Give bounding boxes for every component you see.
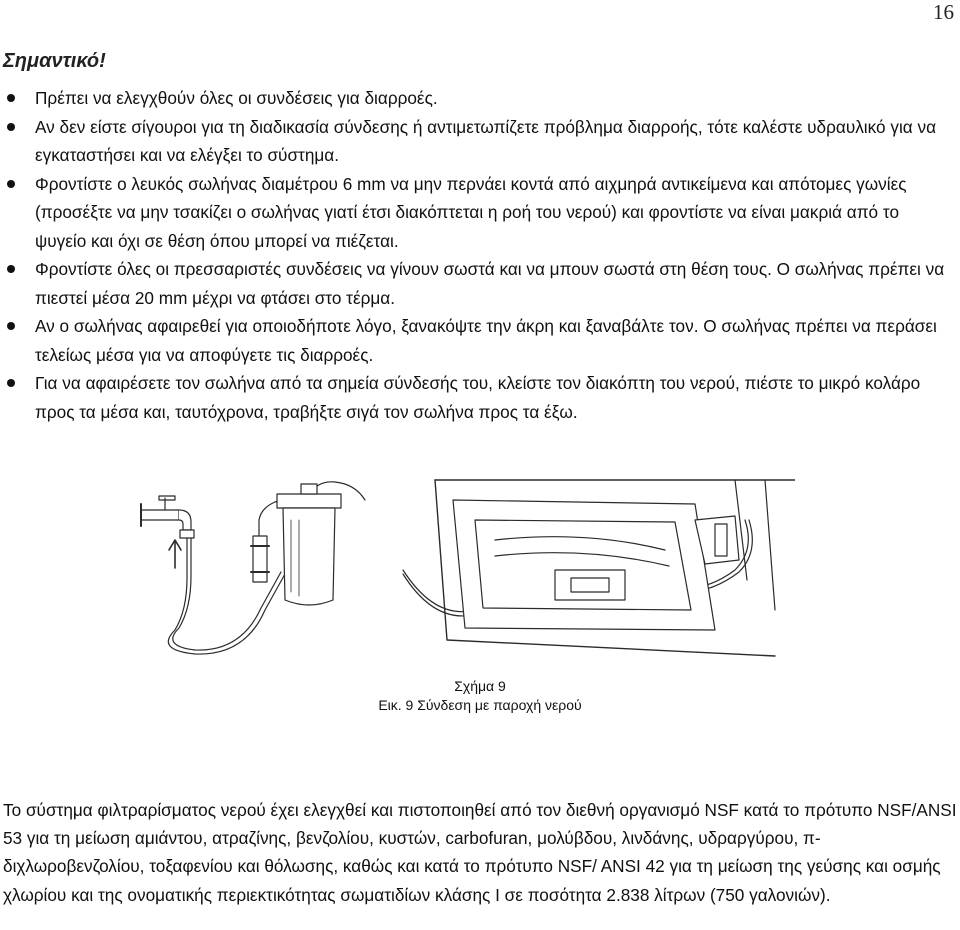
list-item: Αν ο σωλήνας αφαιρεθεί για οποιοδήποτε λόγο, ξανακόψτε την άκρη και ξαναβάλτε τον. Ο σωλήνας πρέπει να περάσει τελείως μέσα για να αποφύγετε τις διαρροές.: [6, 312, 951, 369]
warning-list: [6, 84, 951, 426]
flow-arrow-icon: [169, 540, 181, 568]
list-item: Αν δεν είστε σίγουροι για τη διαδικασία σύνδεσης ή αντιμετωπίζετε πρόβλημα διαρροής, τότε καλέστε υδραυλικό για να εγκαταστήσει και να ελέγξει το σύστημα.: [6, 113, 951, 170]
list-item: Φροντίστε ο λευκός σωλήνας διαμέτρου 6 mm να μην περνάει κοντά από αιχμηρά αντικείμενα και απότομες γωνίες (προσέξτε να μην τσακίζει ο σωλήνας γιατί έτσι διακόπτεται η ροή του νερού) και φροντίστε να είναι μακριά από το ψυγείο και όχι σε θέση όπου μπορεί να πιέζεται.: [6, 170, 951, 256]
list-item: Πρέπει να ελεγχθούν όλες οι συνδέσεις για διαρροές.: [6, 84, 951, 113]
important-heading: Σημαντικό!: [3, 50, 106, 72]
water-filter-icon: [277, 484, 341, 605]
page-number: 16: [933, 0, 954, 24]
list-item: Φροντίστε όλες οι πρεσσαριστές συνδέσεις να γίνουν σωστά και να μπουν σωστά στη θέση τους. Ο σωλήνας πρέπει να πιεστεί μέσα 20 mm μέχρι να φτάσει στο τέρμα.: [6, 255, 951, 312]
nsf-certification-paragraph: Το σύστημα φιλτραρίσματος νερού έχει ελεγχθεί και πιστοποιηθεί από τον διεθνή οργανισμό NSF κατά το πρότυπο NSF/ANSI 53 για τη μείωση αμιάντου, ατραζίνης, βενζολίου, κυστών, carbofuran, μολύβδου, λινδάνης, υδραργύρου, π-διχλωροβενζολίου, τοξαφενίου και θόλωσης, καθώς και κατά το πρότυπο NSF/ ANSI 42 για τη μείωση της γεύσης και οσμής χλωρίου και της ονοματικής περιεκτικότητας σωματιδίων κλάσης I σε ποσότητα 2.838 λίτρων (750 γαλονιών).: [3, 800, 957, 905]
faucet-icon: [141, 496, 194, 538]
figure-label: Σχήμα 9: [454, 678, 506, 694]
water-supply-connection-illustration: [135, 460, 795, 700]
figure-caption: Εικ. 9 Σύνδεση με παροχή νερού: [378, 697, 582, 713]
list-item: Για να αφαιρέσετε τον σωλήνα από τα σημεία σύνδεσής του, κλείστε τον διακόπτη του νερού, πιέστε το μικρό κολάρο προς τα μέσα και, ταυτόχρονα, τραβήξτε σιγά τον σωλήνα προς τα έξω.: [6, 369, 951, 426]
refrigerator-icon: [435, 480, 795, 656]
